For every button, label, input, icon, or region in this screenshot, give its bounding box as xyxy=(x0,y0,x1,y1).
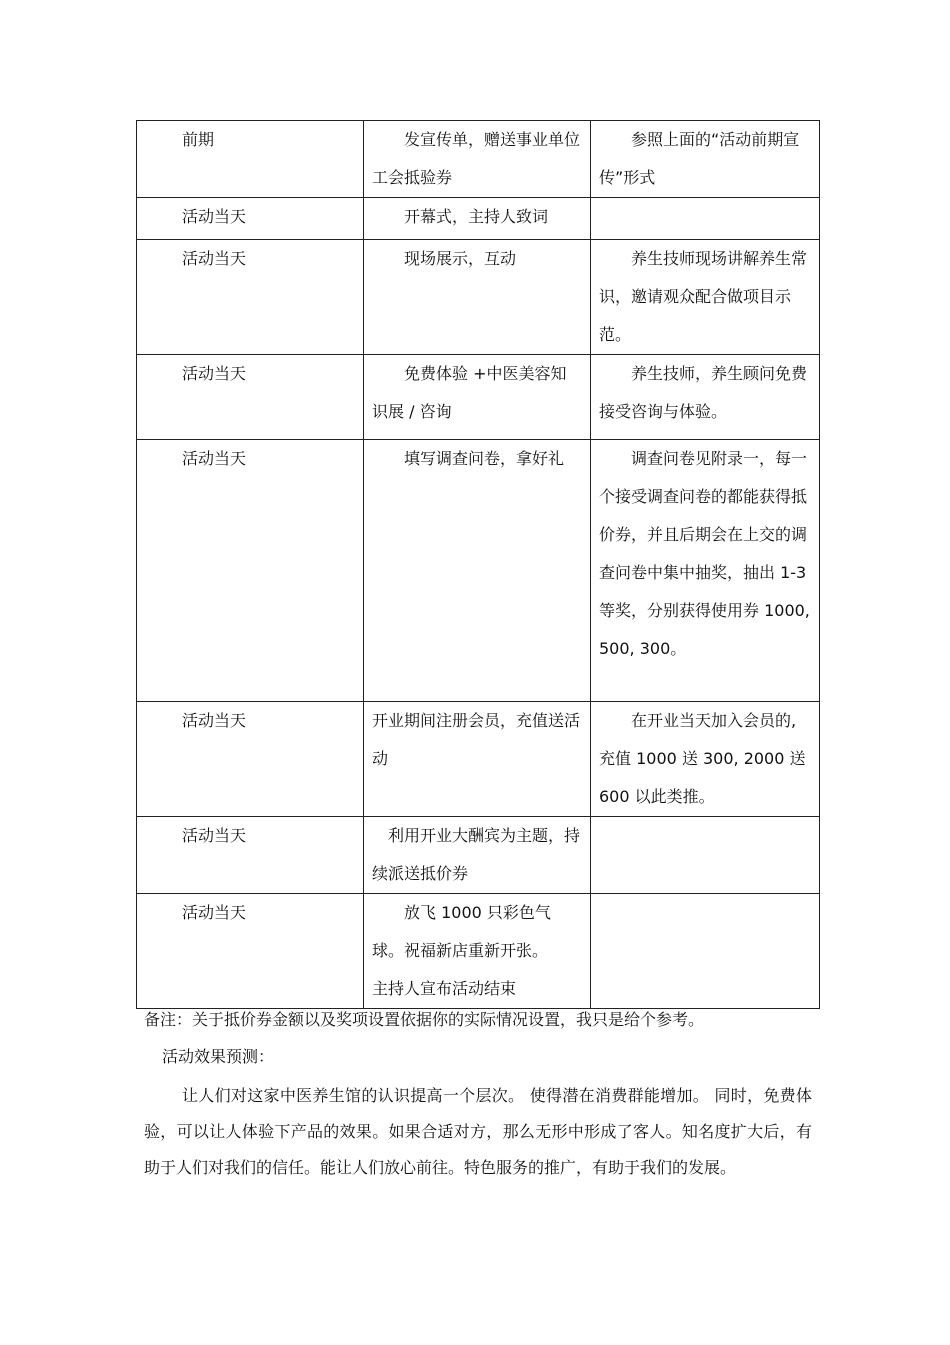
note-cell: 参照上面的“活动前期宣传”形式 xyxy=(591,121,820,198)
stage-cell: 活动当天 xyxy=(137,240,364,355)
stage-cell: 活动当天 xyxy=(137,198,364,240)
activity-cell: 免费体验 +中医美容知识展 / 咨询 xyxy=(364,355,591,440)
table-row xyxy=(137,240,820,355)
table-row xyxy=(137,440,820,702)
table-row xyxy=(137,894,820,1009)
stage-cell: 活动当天 xyxy=(137,355,364,440)
remark-text: 备注：关于抵价券金额以及奖项设置依据你的实际情况设置，我只是给个参考。 xyxy=(144,1010,705,1029)
stage-cell: 前期 xyxy=(137,121,364,198)
stage-cell: 活动当天 xyxy=(137,817,364,894)
note-cell xyxy=(591,894,820,1009)
note-cell: 调查问卷见附录一，每一个接受调查问卷的都能获得抵价券，并且后期会在上交的调查问卷中集中抽奖，抽出 1-3 等奖，分别获得使用券 1000, 500, 300。 xyxy=(591,440,820,702)
activity-cell: 填写调查问卷，拿好礼 xyxy=(364,440,591,702)
activity-cell: 利用开业大酬宾为主题，持续派送抵价券 xyxy=(364,817,591,894)
table-row xyxy=(137,355,820,440)
activity-cell: 现场展示，互动 xyxy=(364,240,591,355)
note-cell xyxy=(591,198,820,240)
table-row xyxy=(137,702,820,817)
table-row xyxy=(137,198,820,240)
stage-cell: 活动当天 xyxy=(137,440,364,702)
activity-cell: 开业期间注册会员，充值送活动 xyxy=(364,702,591,817)
stage-cell: 活动当天 xyxy=(137,894,364,1009)
note-cell: 在开业当天加入会员的, 充值 1000 送 300, 2000 送 600 以此类推。 xyxy=(591,702,820,817)
note-cell xyxy=(591,817,820,894)
effect-heading: 活动效果预测： xyxy=(162,1047,275,1066)
table-row xyxy=(137,817,820,894)
activity-plan-table xyxy=(136,120,820,1009)
activity-cell: 开幕式，主持人致词 xyxy=(364,198,591,240)
activity-cell: 放飞 1000 只彩色气球。祝福新店重新开张。 主持人宣布活动结束 xyxy=(364,894,591,1009)
activity-cell: 发宣传单，赠送事业单位工会抵验券 xyxy=(364,121,591,198)
note-cell: 养生技师，养生顾问免费接受咨询与体验。 xyxy=(591,355,820,440)
stage-cell: 活动当天 xyxy=(137,702,364,817)
note-cell: 养生技师现场讲解养生常识，邀请观众配合做项目示范。 xyxy=(591,240,820,355)
table-row xyxy=(137,121,820,198)
effect-paragraph: 让人们对这家中医养生馆的认识提高一个层次。 使得潜在消费群能增加。 同时，免费体验，可以让人体验下产品的效果。如果合适对方，那么无形中形成了客人。知名度扩大后，有助于人们对我们的信任。能让人们放心前往。特色服务的推广，有助于我们的发展。 xyxy=(144,1086,812,1177)
